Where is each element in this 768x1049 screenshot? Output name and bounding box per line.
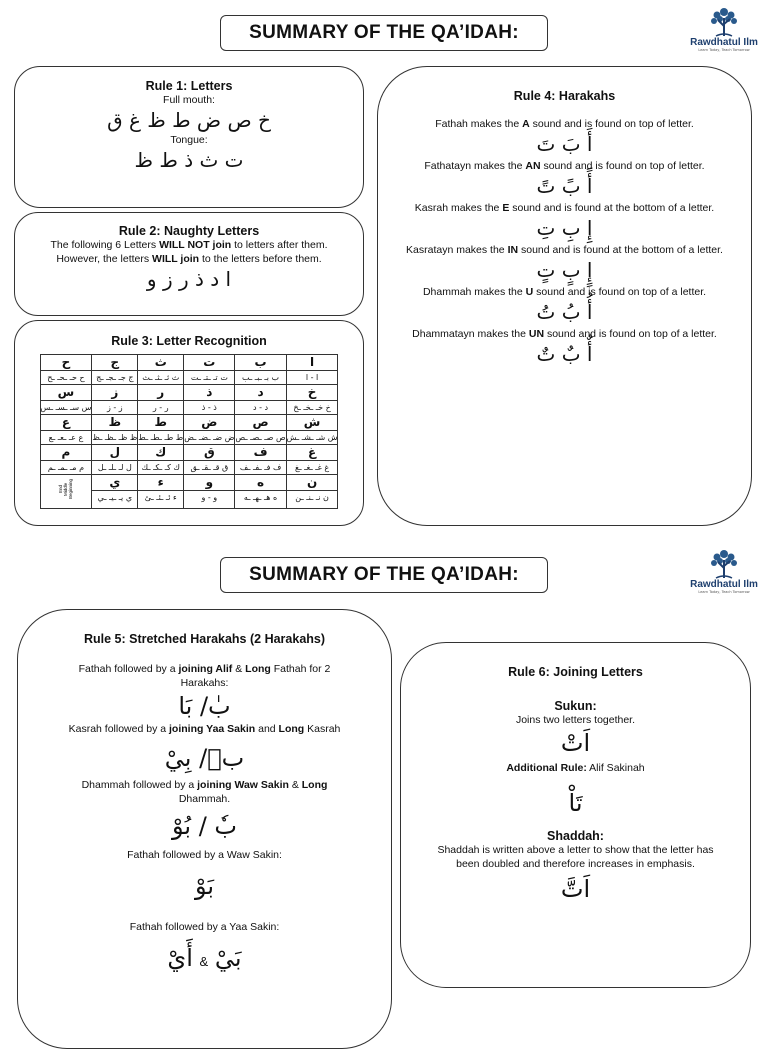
grid-letter-forms: س سـ ـسـ ـس xyxy=(41,400,92,414)
rule1-title: Rule 1: Letters xyxy=(145,79,233,93)
grid-cell xyxy=(138,475,184,509)
logo-tagline: Learn Today, Teach Tomorrow xyxy=(698,48,750,52)
grid-legend xyxy=(40,475,92,509)
harakah-text: Fathah makes the A sound and is found on top of letter. xyxy=(435,118,694,130)
logo-tagline: Learn Today, Teach Tomorrow xyxy=(698,590,750,594)
grid-cell xyxy=(184,445,235,475)
grid-letter-forms: ش شـ ـشـ ـش xyxy=(287,430,338,444)
grid-letter: و xyxy=(205,475,214,489)
grid-letter: ا xyxy=(310,355,315,369)
grid-letter: ه xyxy=(257,475,265,489)
grid-letter: ذ xyxy=(206,385,213,399)
legend-label: End xyxy=(58,485,64,494)
rule5-item2-text: Kasrah followed by a joining Yaa Sakin and Long Kasrah xyxy=(68,723,341,735)
grid-letter: ظ xyxy=(108,415,122,429)
grid-cell xyxy=(92,355,138,385)
grid-letter: ج xyxy=(110,355,120,369)
grid-letter-forms: ظ ظـ ـظـ ـظ xyxy=(92,430,137,444)
grid-letter-forms: و - و xyxy=(184,490,234,504)
grid-cell xyxy=(286,475,338,509)
grid-letter: ب xyxy=(254,355,267,369)
grid-cell xyxy=(286,355,338,385)
grid-letter: ش xyxy=(303,415,321,429)
rule5-item4-text: Fathah followed by a Waw Sakin: xyxy=(127,849,282,861)
grid-cell xyxy=(184,415,235,445)
harakah-arabic: أً بً تً xyxy=(536,174,593,198)
harakah-text: Fathatayn makes the AN sound and is found on top of letter. xyxy=(424,160,705,172)
rule5-item1-arabic: بٰ/ بَا xyxy=(178,692,231,720)
grid-letter-forms: ط طـ ـطـ ـط xyxy=(138,430,183,444)
rule1-full-mouth-letters: خ ص ض ط ظ غ ق xyxy=(107,108,271,132)
sukun-heading: Sukun: xyxy=(554,699,597,713)
grid-letter-forms: ل لـ ـلـ ـل xyxy=(92,460,137,474)
page1-title: SUMMARY OF THE QA’IDAH: xyxy=(220,15,548,51)
grid-cell xyxy=(40,385,92,415)
grid-letter: ح xyxy=(61,355,71,369)
shaddah-arabic: اَتَّ xyxy=(560,875,591,903)
grid-cell xyxy=(138,385,184,415)
logo xyxy=(686,6,762,56)
grid-letter: ق xyxy=(203,445,215,459)
grid-letter: ص xyxy=(252,415,269,429)
grid-letter-forms: ذ - ذ xyxy=(184,400,234,414)
grid-letter-forms: ص صـ ـصـ ـص xyxy=(235,430,285,444)
grid-letter-forms: ز - ز xyxy=(92,400,137,414)
rule4-title: Rule 4: Harakahs xyxy=(513,89,616,103)
logo-name: Rawdhatul Ilm xyxy=(690,37,758,48)
grid-letter: ر xyxy=(157,385,165,399)
grid-cell xyxy=(286,385,338,415)
grid-cell xyxy=(92,445,138,475)
sukun-arabic: اَتْ xyxy=(560,729,591,757)
logo-2 xyxy=(686,548,762,598)
grid-letter-forms: ق قـ ـقـ ـق xyxy=(184,460,234,474)
grid-cell xyxy=(184,385,235,415)
grid-letter: خ xyxy=(307,385,317,399)
grid-cell xyxy=(286,415,338,445)
grid-letter: ط xyxy=(154,415,167,429)
rule6-card xyxy=(400,642,751,988)
grid-letter-forms: ء ئـ ـئـ ـئ xyxy=(138,490,183,504)
grid-letter-forms: خ خـ ـخـ ـخ xyxy=(287,400,338,414)
grid-letter-forms: ب بـ ـبـ ـب xyxy=(235,370,285,384)
grid-letter-forms: ع عـ ـعـ ـع xyxy=(41,430,92,444)
rule5-item4-arabic: بَوْ xyxy=(194,872,215,900)
legend-label: Beginning xyxy=(68,478,74,500)
grid-row xyxy=(40,355,338,385)
letter-grid xyxy=(40,354,339,509)
additional-rule: Additional Rule: Alif Sakinah xyxy=(506,762,645,774)
rule2-card xyxy=(14,212,364,316)
tree-icon xyxy=(707,548,741,580)
rule3-title: Rule 3: Letter Recognition xyxy=(111,334,267,348)
grid-letter: ز xyxy=(111,385,119,399)
grid-letter-forms: ث ثـ ـثـ ـث xyxy=(138,370,183,384)
grid-letter-forms: غ غـ ـغـ ـغ xyxy=(287,460,338,474)
rule1-tongue-letters: ت ث ذ ط ظ xyxy=(134,148,244,172)
grid-letter: ن xyxy=(306,475,318,489)
grid-letter-forms: ح حـ ـحـ ـح xyxy=(41,370,92,384)
rule1-full-mouth-label: Full mouth: xyxy=(163,94,215,106)
grid-letter: ف xyxy=(253,445,268,459)
harakah-arabic: أُ بُ تُ xyxy=(536,300,593,324)
rule4-card xyxy=(377,66,752,526)
grid-letter: ء xyxy=(157,475,164,489)
rule3-card xyxy=(14,320,364,526)
harakah-arabic: إِ بِ تِ xyxy=(536,216,593,240)
grid-cell xyxy=(235,355,286,385)
grid-cell xyxy=(92,475,138,509)
rule6-title: Rule 6: Joining Letters xyxy=(508,665,643,679)
harakah-text: Kasratayn makes the IN sound and is found at the bottom of a letter. xyxy=(406,244,723,256)
grid-row xyxy=(40,415,338,445)
harakah-text: Kasrah makes the E sound and is found at the bottom of a letter. xyxy=(414,202,715,214)
grid-cell xyxy=(92,415,138,445)
grid-cell xyxy=(40,445,92,475)
grid-letter-forms: ت تـ ـتـ ـت xyxy=(184,370,234,384)
rule1-tongue-label: Tongue: xyxy=(170,134,208,146)
grid-letter: ث xyxy=(154,355,167,369)
shaddah-heading: Shaddah: xyxy=(547,829,604,843)
grid-letter-forms: ض ضـ ـضـ ـض xyxy=(184,430,234,444)
grid-cell xyxy=(92,385,138,415)
rule5-title: Rule 5: Stretched Harakahs (2 Harakahs) xyxy=(83,632,326,646)
rule5-item5-text: Fathah followed by a Yaa Sakin: xyxy=(129,921,280,933)
rule5-item2-arabic: بٖ/ بِيْ xyxy=(164,744,245,772)
grid-letter: ل xyxy=(109,445,121,459)
grid-cell xyxy=(138,355,184,385)
harakah-arabic: أَ بَ تَ xyxy=(536,132,593,156)
rule2-letters: ا د ذ ر ز و xyxy=(146,267,232,291)
grid-letter: ك xyxy=(155,445,167,459)
grid-letter-forms: م مـ ـمـ ـم xyxy=(41,460,92,474)
grid-letter-forms: ف فـ ـفـ ـف xyxy=(235,460,285,474)
grid-letter-forms: ن نـ ـنـ ـن xyxy=(287,490,338,504)
grid-letter: ت xyxy=(203,355,216,369)
harakah-arabic: إٍ بٍ تٍ xyxy=(536,258,593,282)
grid-letter-forms: ه هـ ـهـ ـه xyxy=(235,490,285,504)
grid-cell xyxy=(235,385,286,415)
harakah-arabic: أٌ بٌ تٌ xyxy=(536,342,593,366)
grid-letter-forms: ك كـ ـكـ ـك xyxy=(138,460,183,474)
grid-cell xyxy=(40,415,92,445)
grid-letter: ع xyxy=(61,415,71,429)
grid-cell xyxy=(235,445,286,475)
grid-letter-forms: ج جـ ـجـ ـج xyxy=(92,370,137,384)
page2-title: SUMMARY OF THE QA’IDAH: xyxy=(220,557,548,593)
grid-cell xyxy=(286,445,338,475)
grid-letter-forms: ي يـ ـيـ ـي xyxy=(92,490,137,504)
harakah-text: Dhammah makes the U sound and is found on top of a letter. xyxy=(422,286,707,298)
grid-row xyxy=(40,385,338,415)
grid-cell xyxy=(138,445,184,475)
rule5-item3-text: Dhammah followed by a joining Waw Sakin & Long Dhammah. xyxy=(81,779,328,805)
tree-icon xyxy=(707,6,741,38)
grid-letter: ض xyxy=(201,415,218,429)
rule2-line1: The following 6 Letters WILL NOT join to letters after them. xyxy=(50,239,328,251)
rule5-card xyxy=(17,609,392,1049)
grid-letter-forms: ا - ا xyxy=(287,370,338,384)
grid-letter: غ xyxy=(307,445,317,459)
harakah-list xyxy=(404,117,725,367)
grid-letter: س xyxy=(57,385,75,399)
grid-cell xyxy=(235,475,286,509)
grid-row xyxy=(40,475,338,509)
rule2-line2: However, the letters WILL join to the letters before them. xyxy=(56,253,322,265)
grid-cell xyxy=(138,415,184,445)
rule5-item1-text: Fathah followed by a joining Alif & Long Fathah for 2 Harakahs: xyxy=(78,663,331,689)
rule5-item3-arabic: بٗ / بُوْ xyxy=(171,812,237,840)
shaddah-text: Shaddah is written above a letter to show that the letter has been doubled and therefore increases in emphasis. xyxy=(437,844,714,870)
grid-cell xyxy=(184,355,235,385)
sukun-text: Joins two letters together. xyxy=(515,714,636,726)
grid-cell xyxy=(40,355,92,385)
rule5-item5-arabic: بَيْ & أَيْ xyxy=(167,944,242,972)
harakah-text: Dhammatayn makes the UN sound and is found on top of a letter. xyxy=(412,328,717,340)
grid-letter-forms: د - د xyxy=(235,400,285,414)
grid-letter: د xyxy=(257,385,264,399)
legend-label: Middle xyxy=(63,482,69,496)
grid-letter: ي xyxy=(109,475,121,489)
grid-letter: م xyxy=(61,445,71,459)
grid-letter-forms: ر - ر xyxy=(138,400,183,414)
grid-cell xyxy=(235,415,286,445)
rule2-title: Rule 2: Naughty Letters xyxy=(118,224,260,238)
rule1-card xyxy=(14,66,364,208)
grid-row xyxy=(40,445,338,475)
grid-cell xyxy=(184,475,235,509)
logo-name: Rawdhatul Ilm xyxy=(690,579,758,590)
additional-arabic: تَاْ xyxy=(568,789,583,817)
